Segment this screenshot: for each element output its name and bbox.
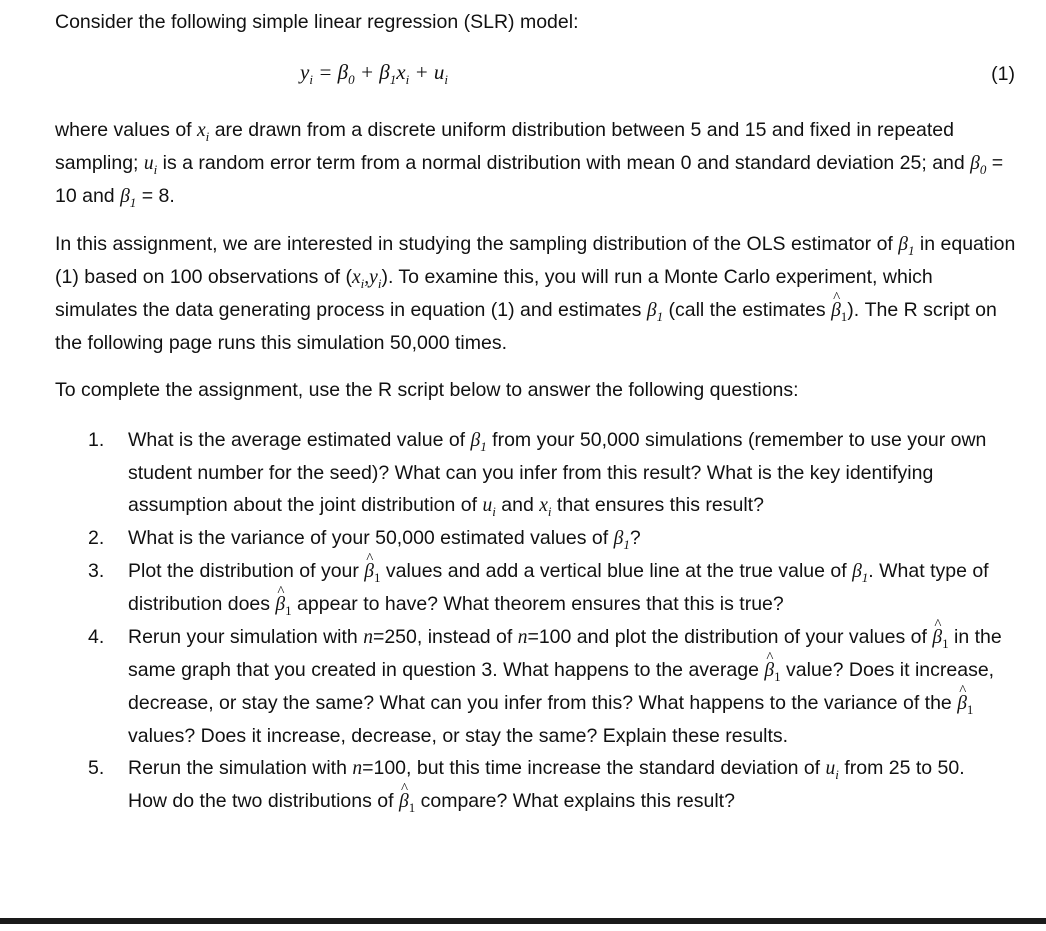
question-item: 4. Rerun your simulation with n=250, instead of n=100 and plot the distribution of your values of ^ $\beta_1$ in the same graph that you created in question 3. What happens to the average ^ $\beta_1$ value? Does it increase, decrease, or stay the same? What can you infer from this? What happens to the variance of the ^ $\beta_1$ values? Does it increase, decrease, or stay the same? Explain these results. bbox=[88, 621, 1008, 752]
question-item: 1. What is the average estimated value of $\beta_1$ from your 50,000 simulations (remember to use your own student number for the seed)? What can you infer from this result? What is the key identifying assumption about the joint distribution of $u_i$ and $x_i$ that ensures this result? bbox=[88, 429, 987, 519]
question-list bbox=[88, 424, 1008, 818]
page-bottom-border bbox=[0, 918, 1046, 924]
paragraph-model-description: where values of $x_i$ are drawn from a discrete uniform distribution between 5 and 15 and fixed in repeated sampling; $u_i$ is a random error term from a normal distribution with mean 0 and standard deviation 25; and $\beta_0 = 10$ and $\beta_1 = 8$. bbox=[55, 119, 1004, 210]
paragraph-assignment-description: In this assignment, we are interested in studying the sampling distribution of the OLS estimator of $\beta_1$ in equation (1) based on 100 observations of $(x_i,y_i)$. To examine this, you will run a Monte Carlo experiment, which simulates the data generating process in equation (1) and estimates $\beta_1$ (call the estimates ^ $\beta_1$). The R script on the following page runs this simulation 50,000 times. bbox=[55, 228, 1020, 359]
paragraph-instructions: To complete the assignment, use the R script below to answer the following questions: bbox=[55, 379, 799, 401]
regression-equation: $y_i = \beta_0 + \beta_1x_i + u_i$ bbox=[300, 60, 448, 88]
question-item: 2. What is the variance of your 50,000 estimated values of $\beta_1$? bbox=[88, 527, 641, 552]
question-item: 3. Plot the distribution of your ^ $\beta_1$ values and add a vertical blue line at the true value of $\beta_1$. What type of distribution does ^ $\beta_1$ appear to have? What theorem ensures that this is true? bbox=[88, 555, 1008, 621]
equation-number: (1) bbox=[991, 63, 1015, 85]
intro-text: Consider the following simple linear regression (SLR) model: bbox=[55, 11, 579, 33]
question-item: 5. Rerun the simulation with n=100, but this time increase the standard deviation of $u_i$ from 25 to 50. How do the two distributions of ^ $\beta_1$ compare? What explains this result? bbox=[88, 752, 1008, 818]
